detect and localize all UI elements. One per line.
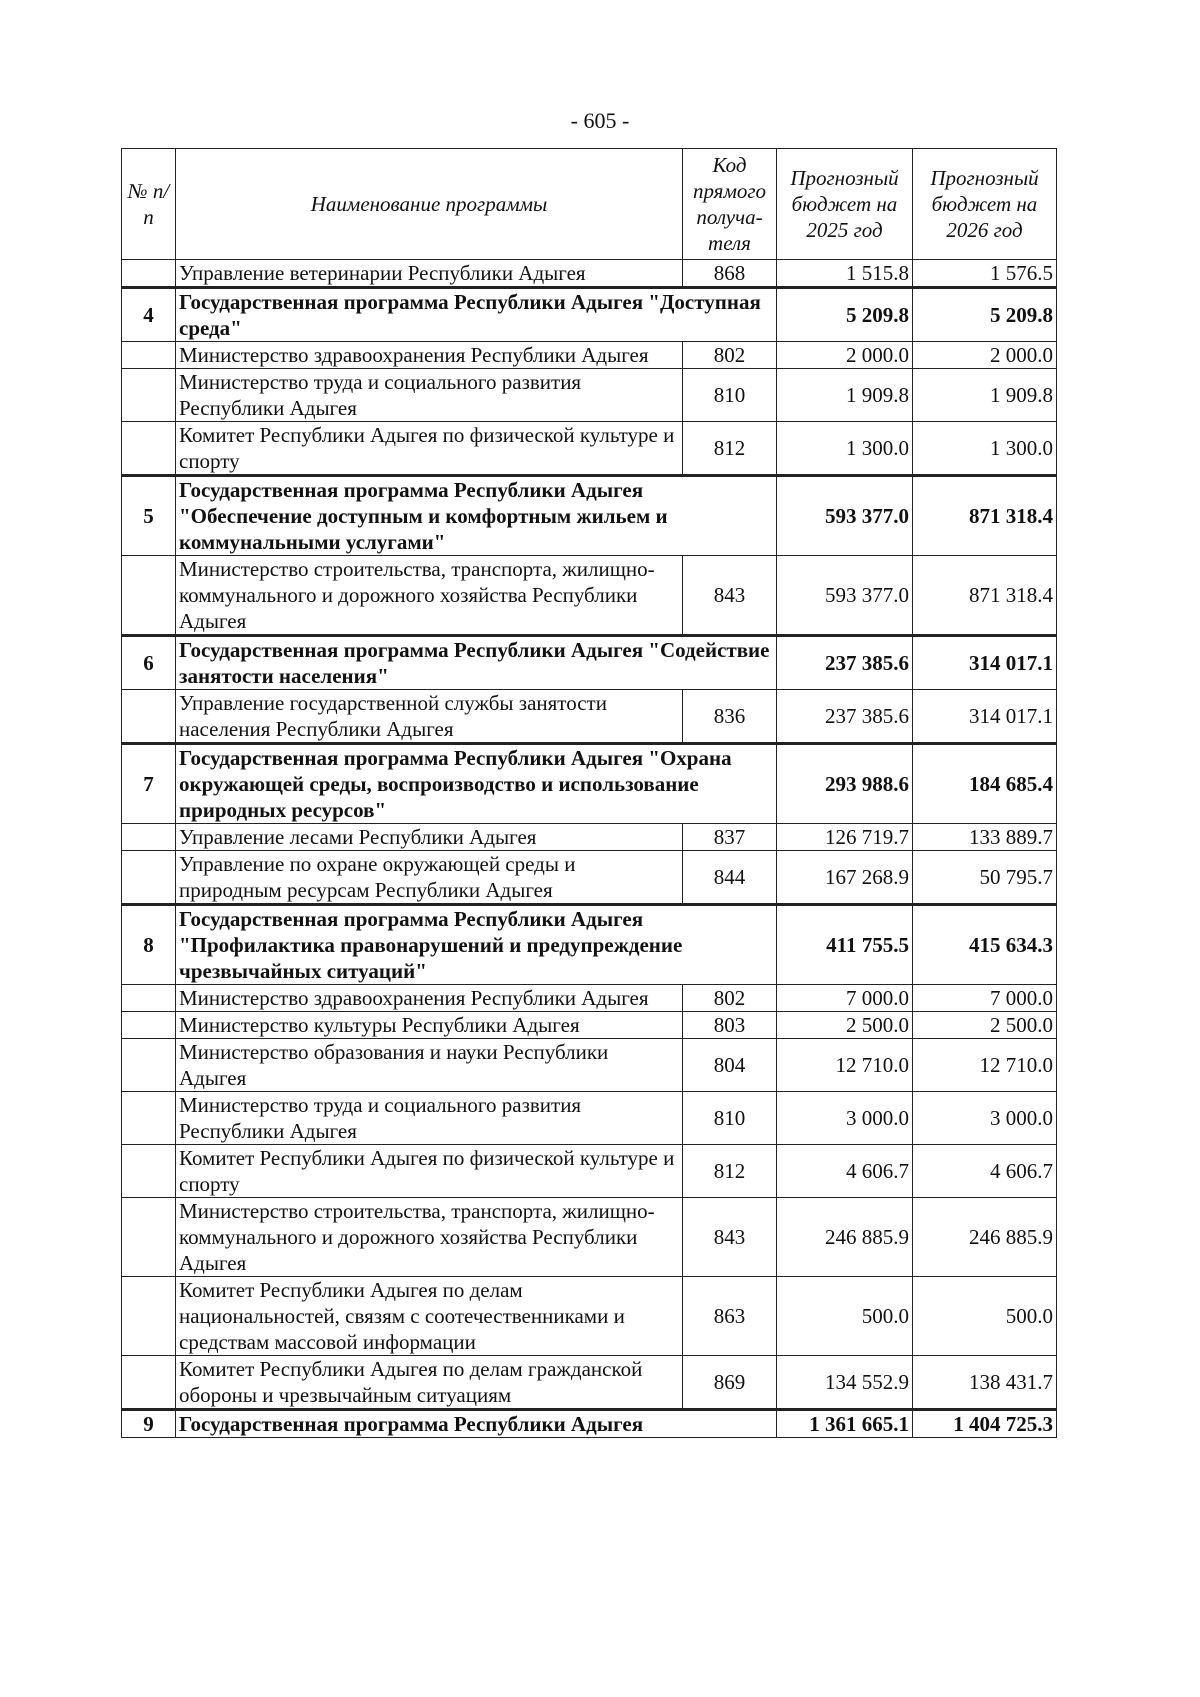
table-row (122, 1039, 1057, 1092)
budget-2025: 593 377.0 (777, 556, 913, 636)
table-row (122, 851, 1057, 905)
recipient-code: 837 (683, 824, 777, 851)
row-number (122, 1092, 176, 1145)
recipient-code: 812 (683, 422, 777, 476)
budget-2025: 167 268.9 (777, 851, 913, 905)
recipient-code: 843 (683, 556, 777, 636)
recipient-name: Министерство образования и науки Республики Адыгея (176, 1039, 683, 1092)
row-number: 4 (122, 288, 176, 342)
budget-2025: 1 300.0 (777, 422, 913, 476)
table-row (122, 1145, 1057, 1198)
row-number (122, 422, 176, 476)
row-number (122, 1198, 176, 1277)
program-row (122, 744, 1057, 824)
header-budget-2026: Прогнозный бюджет на 2026 год (913, 149, 1057, 260)
row-number (122, 1356, 176, 1410)
program-row (122, 476, 1057, 556)
table-row (122, 1356, 1057, 1410)
recipient-code: 802 (683, 985, 777, 1012)
recipient-code: 869 (683, 1356, 777, 1410)
budget-2026: 871 318.4 (913, 556, 1057, 636)
program-row (122, 1410, 1057, 1438)
row-number (122, 1012, 176, 1039)
recipient-code: 802 (683, 342, 777, 369)
program-row (122, 636, 1057, 690)
table-row (122, 422, 1057, 476)
budget-2026: 7 000.0 (913, 985, 1057, 1012)
table-row (122, 1012, 1057, 1039)
recipient-name: Комитет Республики Адыгея по физической культуре и спорту (176, 1145, 683, 1198)
budget-2026: 50 795.7 (913, 851, 1057, 905)
budget-2026: 3 000.0 (913, 1092, 1057, 1145)
budget-2025: 1 361 665.1 (777, 1410, 913, 1438)
row-number: 9 (122, 1410, 176, 1438)
recipient-code: 812 (683, 1145, 777, 1198)
program-name: Государственная программа Республики Адыгея "Доступная среда" (176, 288, 777, 342)
row-number (122, 824, 176, 851)
budget-2026: 133 889.7 (913, 824, 1057, 851)
budget-2026: 2 500.0 (913, 1012, 1057, 1039)
row-number (122, 985, 176, 1012)
recipient-name: Управление ветеринарии Республики Адыгея (176, 260, 683, 288)
recipient-code: 836 (683, 690, 777, 744)
budget-2025: 1 515.8 (777, 260, 913, 288)
recipient-code: 804 (683, 1039, 777, 1092)
budget-2026: 246 885.9 (913, 1198, 1057, 1277)
budget-2026: 1 404 725.3 (913, 1410, 1057, 1438)
budget-table (121, 148, 1057, 1438)
budget-2025: 4 606.7 (777, 1145, 913, 1198)
budget-2026: 314 017.1 (913, 636, 1057, 690)
row-number (122, 1277, 176, 1356)
recipient-name: Управление лесами Республики Адыгея (176, 824, 683, 851)
budget-2026: 415 634.3 (913, 905, 1057, 985)
budget-2025: 2 000.0 (777, 342, 913, 369)
budget-2026: 12 710.0 (913, 1039, 1057, 1092)
program-row (122, 905, 1057, 985)
program-row (122, 288, 1057, 342)
recipient-name: Управление государственной службы занятости населения Республики Адыгея (176, 690, 683, 744)
row-number (122, 1039, 176, 1092)
budget-2026: 871 318.4 (913, 476, 1057, 556)
recipient-name: Министерство здравоохранения Республики Адыгея (176, 985, 683, 1012)
budget-2025: 237 385.6 (777, 690, 913, 744)
budget-2026: 2 000.0 (913, 342, 1057, 369)
row-number (122, 556, 176, 636)
budget-2026: 314 017.1 (913, 690, 1057, 744)
table-row (122, 824, 1057, 851)
budget-2025: 237 385.6 (777, 636, 913, 690)
row-number (122, 342, 176, 369)
recipient-name: Комитет Республики Адыгея по физической культуре и спорту (176, 422, 683, 476)
header-budget-2025: Прогнозный бюджет на 2025 год (777, 149, 913, 260)
budget-2025: 126 719.7 (777, 824, 913, 851)
budget-2025: 5 209.8 (777, 288, 913, 342)
program-name: Государственная программа Республики Адыгея "Профилактика правонарушений и предупреждение чрезвычайных ситуаций" (176, 905, 777, 985)
budget-2026: 5 209.8 (913, 288, 1057, 342)
recipient-code: 843 (683, 1198, 777, 1277)
header-name: Наименование программы (176, 149, 683, 260)
recipient-name: Министерство строительства, транспорта, жилищно-коммунального и дорожного хозяйства Республики Адыгея (176, 1198, 683, 1277)
recipient-name: Комитет Республики Адыгея по делам национальностей, связям с соотечественниками и средствам массовой информации (176, 1277, 683, 1356)
recipient-name: Министерство здравоохранения Республики Адыгея (176, 342, 683, 369)
row-number (122, 369, 176, 422)
table-row (122, 342, 1057, 369)
row-number: 6 (122, 636, 176, 690)
budget-2026: 1 909.8 (913, 369, 1057, 422)
recipient-name: Министерство труда и социального развития Республики Адыгея (176, 1092, 683, 1145)
row-number: 7 (122, 744, 176, 824)
recipient-code: 803 (683, 1012, 777, 1039)
table-row (122, 985, 1057, 1012)
page-number: - 605 - (570, 108, 630, 133)
table-row (122, 556, 1057, 636)
recipient-code: 868 (683, 260, 777, 288)
recipient-code: 863 (683, 1277, 777, 1356)
recipient-name: Министерство строительства, транспорта, жилищно-коммунального и дорожного хозяйства Республики Адыгея (176, 556, 683, 636)
table-row (122, 1092, 1057, 1145)
table-row (122, 1198, 1057, 1277)
budget-2025: 134 552.9 (777, 1356, 913, 1410)
row-number: 8 (122, 905, 176, 985)
row-number (122, 260, 176, 288)
header-code: Код прямого получа-теля (683, 149, 777, 260)
budget-2026: 1 300.0 (913, 422, 1057, 476)
budget-2026: 500.0 (913, 1277, 1057, 1356)
budget-2025: 293 988.6 (777, 744, 913, 824)
budget-2026: 138 431.7 (913, 1356, 1057, 1410)
budget-2025: 7 000.0 (777, 985, 913, 1012)
row-number: 5 (122, 476, 176, 556)
recipient-code: 810 (683, 1092, 777, 1145)
recipient-name: Министерство труда и социального развития Республики Адыгея (176, 369, 683, 422)
budget-2025: 246 885.9 (777, 1198, 913, 1277)
table-row (122, 1277, 1057, 1356)
budget-2026: 4 606.7 (913, 1145, 1057, 1198)
budget-2025: 12 710.0 (777, 1039, 913, 1092)
budget-2025: 593 377.0 (777, 476, 913, 556)
recipient-code: 810 (683, 369, 777, 422)
budget-2026: 184 685.4 (913, 744, 1057, 824)
header-num: № п/п (122, 149, 176, 260)
program-name: Государственная программа Республики Адыгея "Содействие занятости населения" (176, 636, 777, 690)
budget-2025: 411 755.5 (777, 905, 913, 985)
budget-2025: 500.0 (777, 1277, 913, 1356)
recipient-name: Комитет Республики Адыгея по делам гражданской обороны и чрезвычайным ситуациям (176, 1356, 683, 1410)
table-body (122, 260, 1057, 1438)
recipient-code: 844 (683, 851, 777, 905)
row-number (122, 851, 176, 905)
recipient-name: Министерство культуры Республики Адыгея (176, 1012, 683, 1039)
recipient-name: Управление по охране окружающей среды и природным ресурсам Республики Адыгея (176, 851, 683, 905)
row-number (122, 690, 176, 744)
program-name: Государственная программа Республики Адыгея "Охрана окружающей среды, воспроизводство и использование природных ресурсов" (176, 744, 777, 824)
program-name: Государственная программа Республики Адыгея "Обеспечение доступным и комфортным жильем и коммунальными услугами" (176, 476, 777, 556)
budget-2025: 1 909.8 (777, 369, 913, 422)
budget-2025: 2 500.0 (777, 1012, 913, 1039)
table-row (122, 369, 1057, 422)
budget-2026: 1 576.5 (913, 260, 1057, 288)
budget-2025: 3 000.0 (777, 1092, 913, 1145)
program-name: Государственная программа Республики Адыгея (176, 1410, 777, 1438)
table-header-row (122, 149, 1057, 260)
row-number (122, 1145, 176, 1198)
table-row (122, 690, 1057, 744)
table-row (122, 260, 1057, 288)
